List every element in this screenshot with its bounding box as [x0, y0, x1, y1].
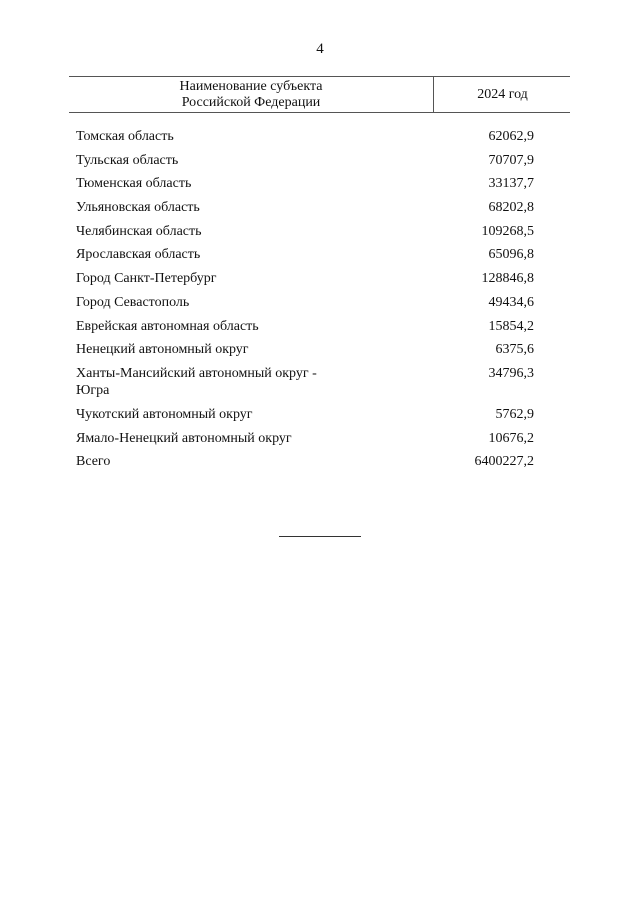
- row-value: 128846,8: [481, 271, 534, 287]
- table-row: [76, 406, 540, 430]
- table-row: [76, 223, 540, 247]
- row-subject-name: Ямало-Ненецкий автономный округ: [76, 430, 292, 446]
- end-separator-line: [279, 536, 361, 537]
- row-value: 10676,2: [488, 430, 534, 446]
- row-subject-name: Тюменская область: [76, 176, 192, 192]
- table-row: [76, 430, 540, 454]
- row-subject-name: Город Севастополь: [76, 294, 190, 310]
- table-header: [69, 76, 570, 113]
- row-value: 33137,7: [488, 176, 534, 192]
- row-total-value: 6400227,2: [474, 454, 534, 470]
- table-row: [76, 246, 540, 270]
- row-subject-name: Ханты-Мансийский автономный округ - Югра: [76, 365, 317, 398]
- table-row: [76, 175, 540, 199]
- row-value: 65096,8: [488, 247, 534, 263]
- row-subject-name: Томская область: [76, 129, 174, 144]
- row-value: 49434,6: [488, 294, 534, 310]
- page-number: 4: [316, 41, 324, 57]
- row-value: 68202,8: [488, 200, 534, 216]
- table-row: [76, 365, 540, 406]
- table-body: [76, 128, 540, 477]
- header-subject-line1: Наименование субъекта: [179, 79, 323, 94]
- row-total-label: Всего: [76, 454, 111, 470]
- header-subject-name: [69, 77, 434, 112]
- table-row: [76, 152, 540, 176]
- row-subject-name: Еврейская автономная область: [76, 318, 259, 334]
- header-year: 2024 год: [477, 87, 528, 102]
- row-subject-name: Ярославская область: [76, 247, 201, 263]
- table-row-total: [76, 453, 540, 477]
- row-subject-name: Челябинская область: [76, 223, 202, 239]
- row-subject-name: Город Санкт-Петербург: [76, 271, 217, 287]
- row-value: 70707,9: [488, 152, 534, 168]
- table-row: [76, 270, 540, 294]
- table-row: [76, 341, 540, 365]
- row-value: 34796,3: [488, 365, 534, 381]
- row-subject-name: Ульяновская область: [76, 200, 200, 216]
- row-value: 6375,6: [495, 342, 534, 358]
- row-value: 5762,9: [495, 406, 534, 422]
- table-row: [76, 128, 540, 152]
- header-subject-line2: Российской Федерации: [181, 95, 321, 110]
- table-row: [76, 318, 540, 342]
- table-row: [76, 294, 540, 318]
- row-subject-name: Ненецкий автономный округ: [76, 342, 249, 358]
- row-value: 15854,2: [488, 318, 534, 334]
- table-row: [76, 199, 540, 223]
- row-subject-name: Тульская область: [76, 152, 179, 168]
- row-value: 109268,5: [481, 223, 534, 239]
- row-value: 62062,9: [488, 129, 534, 144]
- row-subject-name: Чукотский автономный округ: [76, 406, 253, 422]
